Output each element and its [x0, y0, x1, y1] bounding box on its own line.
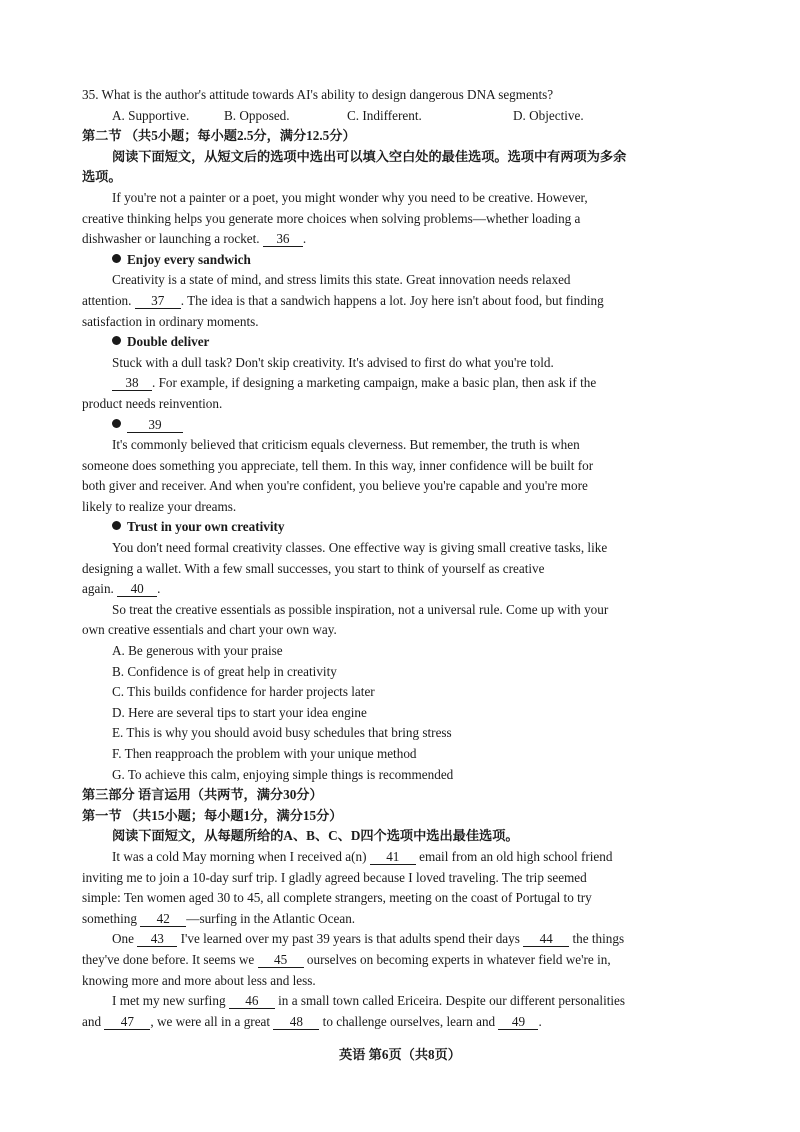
- passage-text: ourselves on becoming experts in whatever field we're in,: [306, 951, 611, 967]
- passage-text: they've done before. It seems we: [82, 951, 255, 967]
- passage-p4-line4: likely to realize your dreams.: [82, 498, 237, 514]
- choice-f[interactable]: F. Then reapproach the problem with your unique method: [112, 746, 417, 761]
- blank-45[interactable]: 45: [258, 952, 304, 968]
- passage-p6-line1: So treat the creative essentials as possible inspiration, not a universal rule. Come up with your: [112, 601, 609, 617]
- passage-text: dishwasher or launching a rocket.: [82, 231, 260, 247]
- subheading-text: Trust in your own creativity: [127, 519, 285, 535]
- blank-43[interactable]: 43: [137, 931, 177, 947]
- blank-39[interactable]: 39: [127, 417, 183, 433]
- passage-text: . For example, if designing a marketing campaign, make a basic plan, then ask if the: [152, 375, 597, 391]
- choice-b[interactable]: B. Confidence is of great help in creativity: [112, 663, 337, 679]
- blank-36[interactable]: 36: [263, 231, 303, 247]
- cloze-line8: [82, 991, 718, 1012]
- passage-p1-line3: dishwasher or launching a rocket. 36 .: [82, 231, 307, 247]
- choice-c[interactable]: C. This builds confidence for harder projects later: [112, 684, 375, 700]
- cloze-line9: [82, 1012, 718, 1033]
- cloze-line3: simple: Ten women aged 30 to 45, all complete strangers, meeting on the coast of Portugal to try: [82, 890, 592, 906]
- cloze-line4: [82, 909, 718, 930]
- passage-text: and: [82, 1013, 102, 1029]
- passage-p1-line2: creative thinking helps you generate more choices when solving problems—whether loading a: [82, 210, 581, 226]
- passage-p6-line2: own creative essentials and chart your own way.: [82, 622, 337, 638]
- passage-text: I met my new surfing: [112, 993, 226, 1009]
- passage-text: One: [112, 931, 134, 947]
- cloze-line5: [82, 929, 718, 950]
- passage-p4-line3: both giver and receiver. And when you're confident, you believe you're capable and you're more: [82, 478, 588, 494]
- passage-text: .: [538, 1013, 542, 1029]
- passage-p4-line2: someone does something you appreciate, tell them. In this way, inner confidence will be built for: [82, 457, 594, 473]
- passage-p2-line3: satisfaction in ordinary moments.: [82, 313, 259, 329]
- passage-text: to challenge ourselves, learn and: [322, 1013, 496, 1029]
- passage-text: the things: [572, 931, 625, 947]
- passage-p5-line3: again. 40 .: [82, 581, 161, 597]
- blank-48[interactable]: 48: [273, 1014, 319, 1030]
- cloze-line1: [82, 847, 718, 868]
- passage-p1-line1: If you're not a painter or a poet, you might wonder why you need to be creative. However,: [112, 189, 588, 205]
- passage-p2-line2: [82, 291, 718, 312]
- subheading-trust-your-creativity: [82, 517, 718, 538]
- part-3-section-1-header: 第一节 （共15小题；每小题1分，满分15分）: [82, 807, 343, 823]
- passage-text: email from an old high school friend: [419, 848, 613, 864]
- passage-p5-line1: You don't need formal creativity classes. One effective way is giving small creative tasks, like: [112, 540, 608, 556]
- subheading-text: Double deliver: [127, 334, 210, 350]
- section-2-instruction-line1: 阅读下面短文，从短文后的选项中选出可以填入空白处的最佳选项。选项中有两项为多余: [112, 148, 627, 164]
- blank-40[interactable]: 40: [117, 581, 157, 597]
- passage-text: I've learned over my past 39 years is that adults spend their days: [180, 931, 520, 947]
- passage-p3-line3: product needs reinvention.: [82, 395, 223, 411]
- blank-44[interactable]: 44: [523, 931, 569, 947]
- passage-p4-line1: It's commonly believed that criticism equals cleverness. But remember, the truth is when: [112, 437, 580, 453]
- section-2-header: 第二节 （共5小题；每小题2.5分，满分12.5分）: [82, 128, 356, 144]
- option-b[interactable]: B. Opposed.: [224, 107, 290, 123]
- passage-p5-line2: designing a wallet. With a few small successes, you start to think of yourself as creative: [82, 560, 545, 576]
- bullet-icon: [112, 336, 121, 345]
- part-3-instruction: 阅读下面短文，从每题所给的A、B、C、D四个选项中选出最佳选项。: [112, 828, 519, 844]
- blank-41[interactable]: 41: [370, 849, 416, 865]
- option-c[interactable]: C. Indifferent.: [347, 107, 422, 123]
- blank-49[interactable]: 49: [498, 1014, 538, 1030]
- part-3-header: 第三部分 语言运用（共两节，满分30分）: [82, 787, 323, 803]
- bullet-icon: [112, 419, 121, 428]
- choice-g[interactable]: G. To achieve this calm, enjoying simple things is recommended: [112, 766, 454, 782]
- passage-text: . The idea is that a sandwich happens a lot. Joy here isn't about food, but finding: [180, 292, 604, 308]
- bullet-icon: [112, 521, 121, 530]
- choice-a[interactable]: A. Be generous with your praise: [112, 643, 283, 659]
- passage-p3-line2: [82, 373, 718, 394]
- cloze-line7: knowing more and more about less and less.: [82, 972, 316, 988]
- passage-text: again.: [82, 581, 114, 597]
- subheading-enjoy-every-sandwich: [82, 250, 718, 271]
- passage-text: something: [82, 910, 137, 926]
- question-35-options: [82, 106, 718, 127]
- subheading-double-deliver: [82, 332, 718, 353]
- option-d[interactable]: D. Objective.: [513, 107, 584, 123]
- passage-text: , we were all in a great: [150, 1013, 271, 1029]
- option-a[interactable]: A. Supportive.: [112, 107, 190, 123]
- choice-d[interactable]: D. Here are several tips to start your idea engine: [112, 704, 367, 720]
- passage-p2-line1: Creativity is a state of mind, and stress limits this state. Great innovation needs relaxed: [112, 272, 571, 288]
- section-2-instruction-line2: 选项。: [82, 169, 122, 185]
- choice-e[interactable]: E. This is why you should avoid busy schedules that bring stress: [112, 725, 452, 741]
- passage-text: —surfing in the Atlantic Ocean.: [186, 910, 356, 926]
- blank-38[interactable]: 38: [112, 375, 152, 391]
- blank-46[interactable]: 46: [229, 993, 275, 1009]
- passage-p3-line1: Stuck with a dull task? Don't skip creativity. It's advised to first do what you're told.: [112, 354, 554, 370]
- passage-text: attention.: [82, 292, 132, 308]
- page-content: [82, 85, 718, 1032]
- subheading-text: Enjoy every sandwich: [127, 251, 251, 267]
- page-footer: 英语 第6页（共8页）: [339, 1047, 461, 1062]
- cloze-line6: [82, 950, 718, 971]
- bullet-icon: [112, 254, 121, 263]
- blank-37[interactable]: 37: [135, 293, 181, 309]
- passage-text: in a small town called Ericeira. Despite our different personalities: [278, 993, 626, 1009]
- question-35-stem: 35. What is the author's attitude towards AI's ability to design dangerous DNA segments?: [82, 87, 554, 102]
- subheading-blank-39: [82, 415, 718, 436]
- blank-42[interactable]: 42: [140, 911, 186, 927]
- blank-47[interactable]: 47: [104, 1014, 150, 1030]
- passage-text: It was a cold May morning when I received a(n): [112, 848, 367, 864]
- cloze-line2: inviting me to join a 10-day surf trip. I gladly agreed because I loved traveling. The trip seemed: [82, 869, 587, 885]
